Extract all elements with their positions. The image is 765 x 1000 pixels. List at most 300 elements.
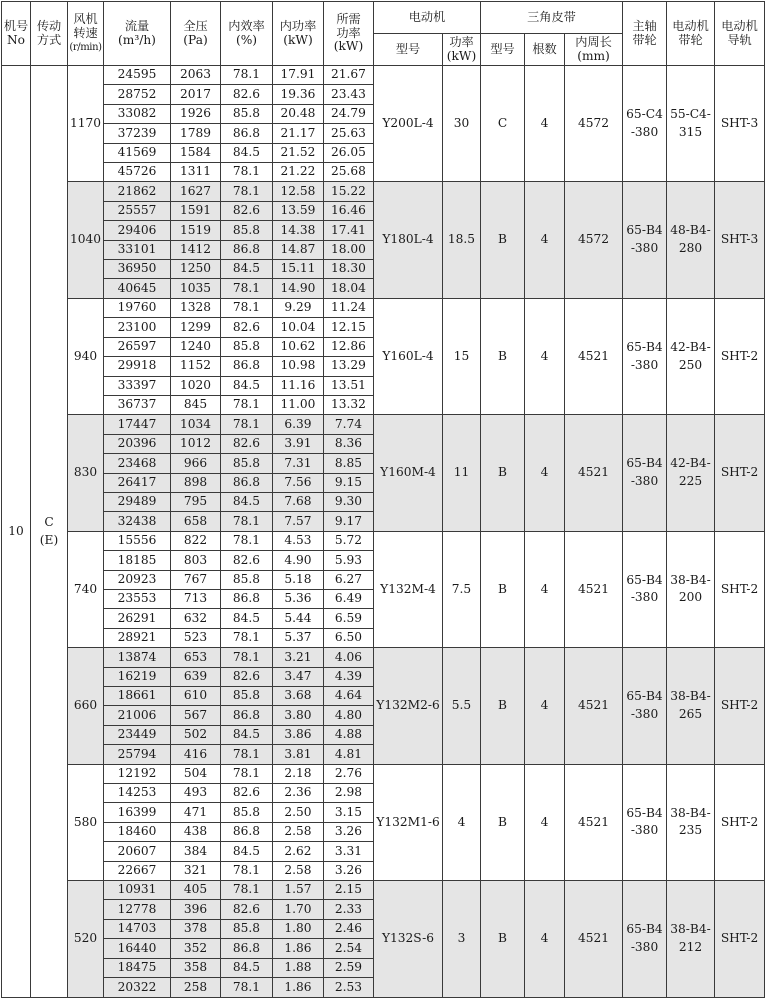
internal-power-cell: 20.48 [273, 104, 324, 123]
required-power-cell: 18.00 [324, 240, 374, 259]
flow-cell: 10931 [104, 881, 171, 900]
required-power-cell: 6.27 [324, 570, 374, 589]
efficiency-cell: 78.1 [221, 512, 273, 531]
required-power-cell: 13.29 [324, 357, 374, 376]
flow-cell: 32438 [104, 512, 171, 531]
motor-rail-cell: SHT-3 [715, 66, 765, 182]
pressure-cell: 898 [171, 473, 221, 492]
efficiency-cell: 78.1 [221, 279, 273, 298]
pressure-cell: 321 [171, 861, 221, 880]
spindle-pulley-cell: 65-B4 -380 [623, 182, 667, 298]
internal-power-cell: 1.70 [273, 900, 324, 919]
internal-power-cell: 17.91 [273, 66, 324, 85]
motor-pulley-cell: 42-B4- 250 [667, 298, 715, 414]
pressure-cell: 438 [171, 822, 221, 841]
efficiency-cell: 85.8 [221, 919, 273, 938]
motor-power-cell: 5.5 [443, 648, 481, 764]
belt-length-cell: 4521 [565, 764, 623, 880]
motor-model-cell: Y132S-6 [374, 881, 443, 998]
required-power-cell: 12.86 [324, 337, 374, 356]
header-motor-rail: 电动机 导轨 [715, 2, 765, 66]
efficiency-cell: 84.5 [221, 143, 273, 162]
motor-rail-cell: SHT-3 [715, 182, 765, 298]
flow-cell: 24595 [104, 66, 171, 85]
required-power-cell: 2.46 [324, 919, 374, 938]
efficiency-cell: 78.1 [221, 978, 273, 998]
required-power-cell: 13.51 [324, 376, 374, 395]
efficiency-cell: 84.5 [221, 958, 273, 977]
belt-model-cell: B [481, 182, 525, 298]
belt-model-cell: B [481, 764, 525, 880]
spindle-pulley-cell: 65-B4 -380 [623, 298, 667, 414]
belt-length-cell: 4521 [565, 298, 623, 414]
required-power-cell: 9.15 [324, 473, 374, 492]
efficiency-cell: 78.1 [221, 764, 273, 783]
required-power-cell: 3.26 [324, 861, 374, 880]
machine-no-cell: 10 [2, 66, 31, 998]
required-power-cell: 7.74 [324, 415, 374, 434]
flow-cell: 18475 [104, 958, 171, 977]
internal-power-cell: 2.62 [273, 842, 324, 861]
internal-power-cell: 6.39 [273, 415, 324, 434]
belt-length-cell: 4521 [565, 648, 623, 764]
flow-cell: 23553 [104, 589, 171, 608]
header-efficiency: 内效率 (%) [221, 2, 273, 66]
required-power-cell: 5.72 [324, 531, 374, 550]
efficiency-cell: 86.8 [221, 822, 273, 841]
efficiency-cell: 82.6 [221, 784, 273, 803]
pressure-cell: 610 [171, 687, 221, 706]
pressure-cell: 658 [171, 512, 221, 531]
motor-pulley-cell: 42-B4- 225 [667, 415, 715, 531]
header-machine-no: 机号 No [2, 2, 31, 66]
belt-length-cell: 4572 [565, 182, 623, 298]
fan-speed-cell: 830 [68, 415, 104, 531]
efficiency-cell: 78.1 [221, 298, 273, 317]
flow-cell: 21862 [104, 182, 171, 201]
efficiency-cell: 82.6 [221, 667, 273, 686]
motor-model-cell: Y160L-4 [374, 298, 443, 414]
internal-power-cell: 12.58 [273, 182, 324, 201]
required-power-cell: 2.15 [324, 881, 374, 900]
internal-power-cell: 3.68 [273, 687, 324, 706]
table-row [2, 531, 765, 550]
pressure-cell: 1299 [171, 318, 221, 337]
belt-count-cell: 4 [525, 298, 565, 414]
fan-speed-cell: 660 [68, 648, 104, 764]
efficiency-cell: 85.8 [221, 570, 273, 589]
belt-length-cell: 4521 [565, 531, 623, 647]
pressure-cell: 504 [171, 764, 221, 783]
pressure-cell: 1240 [171, 337, 221, 356]
flow-cell: 25557 [104, 201, 171, 220]
motor-model-cell: Y160M-4 [374, 415, 443, 531]
flow-cell: 23100 [104, 318, 171, 337]
internal-power-cell: 10.98 [273, 357, 324, 376]
flow-cell: 26417 [104, 473, 171, 492]
required-power-cell: 9.30 [324, 492, 374, 511]
internal-power-cell: 1.86 [273, 978, 324, 998]
efficiency-cell: 86.8 [221, 939, 273, 958]
pressure-cell: 1328 [171, 298, 221, 317]
pressure-cell: 1311 [171, 163, 221, 182]
flow-cell: 25794 [104, 745, 171, 764]
pressure-cell: 822 [171, 531, 221, 550]
efficiency-cell: 82.6 [221, 318, 273, 337]
efficiency-cell: 86.8 [221, 357, 273, 376]
flow-cell: 29489 [104, 492, 171, 511]
motor-model-cell: Y132M2-6 [374, 648, 443, 764]
flow-cell: 14703 [104, 919, 171, 938]
belt-model-cell: C [481, 66, 525, 182]
internal-power-cell: 2.50 [273, 803, 324, 822]
efficiency-cell: 78.1 [221, 182, 273, 201]
motor-pulley-cell: 38-B4- 200 [667, 531, 715, 647]
motor-rail-cell: SHT-2 [715, 531, 765, 647]
pressure-cell: 845 [171, 395, 221, 414]
required-power-cell: 2.76 [324, 764, 374, 783]
internal-power-cell: 14.38 [273, 221, 324, 240]
efficiency-cell: 82.6 [221, 85, 273, 104]
internal-power-cell: 3.21 [273, 648, 324, 667]
pressure-cell: 378 [171, 919, 221, 938]
internal-power-cell: 11.00 [273, 395, 324, 414]
pressure-cell: 493 [171, 784, 221, 803]
motor-model-cell: Y200L-4 [374, 66, 443, 182]
efficiency-cell: 82.6 [221, 434, 273, 453]
pressure-cell: 358 [171, 958, 221, 977]
internal-power-cell: 3.86 [273, 725, 324, 744]
internal-power-cell: 1.86 [273, 939, 324, 958]
required-power-cell: 4.81 [324, 745, 374, 764]
efficiency-cell: 78.1 [221, 415, 273, 434]
table-row [2, 66, 765, 85]
flow-cell: 23449 [104, 725, 171, 744]
required-power-cell: 5.93 [324, 551, 374, 570]
internal-power-cell: 7.57 [273, 512, 324, 531]
pressure-cell: 803 [171, 551, 221, 570]
table-row [2, 182, 765, 201]
pressure-cell: 1627 [171, 182, 221, 201]
spindle-pulley-cell: 65-B4 -380 [623, 764, 667, 880]
motor-model-cell: Y180L-4 [374, 182, 443, 298]
header-required-power: 所需 功率 (kW) [324, 2, 374, 66]
belt-length-cell: 4521 [565, 881, 623, 998]
motor-power-cell: 30 [443, 66, 481, 182]
required-power-cell: 25.63 [324, 124, 374, 143]
fan-speed-cell: 740 [68, 531, 104, 647]
flow-cell: 20322 [104, 978, 171, 998]
internal-power-cell: 14.87 [273, 240, 324, 259]
required-power-cell: 18.30 [324, 260, 374, 279]
pressure-cell: 384 [171, 842, 221, 861]
efficiency-cell: 84.5 [221, 376, 273, 395]
pressure-cell: 1584 [171, 143, 221, 162]
internal-power-cell: 7.68 [273, 492, 324, 511]
drive-type-cell: C (E) [31, 66, 68, 998]
flow-cell: 15556 [104, 531, 171, 550]
pressure-cell: 966 [171, 454, 221, 473]
required-power-cell: 6.49 [324, 589, 374, 608]
motor-power-cell: 4 [443, 764, 481, 880]
pressure-cell: 1012 [171, 434, 221, 453]
spindle-pulley-cell: 65-C4 -380 [623, 66, 667, 182]
motor-model-cell: Y132M-4 [374, 531, 443, 647]
required-power-cell: 4.88 [324, 725, 374, 744]
pressure-cell: 1926 [171, 104, 221, 123]
motor-pulley-cell: 38-B4- 235 [667, 764, 715, 880]
efficiency-cell: 86.8 [221, 124, 273, 143]
motor-pulley-cell: 38-B4- 265 [667, 648, 715, 764]
pressure-cell: 713 [171, 589, 221, 608]
internal-power-cell: 4.53 [273, 531, 324, 550]
fan-performance-table [1, 1, 765, 998]
belt-length-cell: 4521 [565, 415, 623, 531]
efficiency-cell: 86.8 [221, 589, 273, 608]
pressure-cell: 502 [171, 725, 221, 744]
internal-power-cell: 5.36 [273, 589, 324, 608]
efficiency-cell: 85.8 [221, 803, 273, 822]
belt-count-cell: 4 [525, 881, 565, 998]
required-power-cell: 3.31 [324, 842, 374, 861]
flow-cell: 17447 [104, 415, 171, 434]
efficiency-cell: 84.5 [221, 492, 273, 511]
internal-power-cell: 2.36 [273, 784, 324, 803]
internal-power-cell: 7.31 [273, 454, 324, 473]
internal-power-cell: 2.58 [273, 861, 324, 880]
internal-power-cell: 10.04 [273, 318, 324, 337]
efficiency-cell: 86.8 [221, 706, 273, 725]
spindle-pulley-cell: 65-B4 -380 [623, 648, 667, 764]
table-header [2, 2, 765, 66]
flow-cell: 28921 [104, 628, 171, 647]
motor-power-cell: 3 [443, 881, 481, 998]
efficiency-cell: 86.8 [221, 473, 273, 492]
flow-cell: 40645 [104, 279, 171, 298]
flow-cell: 20396 [104, 434, 171, 453]
flow-cell: 21006 [104, 706, 171, 725]
table-row [2, 881, 765, 900]
flow-cell: 16399 [104, 803, 171, 822]
spindle-pulley-cell: 65-B4 -380 [623, 415, 667, 531]
flow-cell: 16219 [104, 667, 171, 686]
pressure-cell: 567 [171, 706, 221, 725]
internal-power-cell: 1.80 [273, 919, 324, 938]
required-power-cell: 2.59 [324, 958, 374, 977]
flow-cell: 41569 [104, 143, 171, 162]
belt-count-cell: 4 [525, 648, 565, 764]
flow-cell: 19760 [104, 298, 171, 317]
flow-cell: 33397 [104, 376, 171, 395]
required-power-cell: 2.53 [324, 978, 374, 998]
required-power-cell: 26.05 [324, 143, 374, 162]
motor-power-cell: 18.5 [443, 182, 481, 298]
efficiency-cell: 85.8 [221, 221, 273, 240]
efficiency-cell: 85.8 [221, 454, 273, 473]
flow-cell: 29918 [104, 357, 171, 376]
efficiency-cell: 84.5 [221, 725, 273, 744]
motor-model-cell: Y132M1-6 [374, 764, 443, 880]
efficiency-cell: 85.8 [221, 337, 273, 356]
flow-cell: 33082 [104, 104, 171, 123]
efficiency-cell: 82.6 [221, 900, 273, 919]
internal-power-cell: 21.52 [273, 143, 324, 162]
pressure-cell: 352 [171, 939, 221, 958]
required-power-cell: 4.06 [324, 648, 374, 667]
pressure-cell: 1020 [171, 376, 221, 395]
pressure-cell: 2063 [171, 66, 221, 85]
table-body [2, 66, 765, 998]
efficiency-cell: 78.1 [221, 531, 273, 550]
pressure-cell: 653 [171, 648, 221, 667]
internal-power-cell: 5.44 [273, 609, 324, 628]
belt-model-cell: B [481, 531, 525, 647]
internal-power-cell: 21.22 [273, 163, 324, 182]
internal-power-cell: 3.47 [273, 667, 324, 686]
motor-power-cell: 15 [443, 298, 481, 414]
internal-power-cell: 11.16 [273, 376, 324, 395]
required-power-cell: 21.67 [324, 66, 374, 85]
required-power-cell: 9.17 [324, 512, 374, 531]
pressure-cell: 258 [171, 978, 221, 998]
pressure-cell: 1152 [171, 357, 221, 376]
flow-cell: 26291 [104, 609, 171, 628]
flow-cell: 20923 [104, 570, 171, 589]
internal-power-cell: 14.90 [273, 279, 324, 298]
required-power-cell: 2.54 [324, 939, 374, 958]
efficiency-cell: 78.1 [221, 861, 273, 880]
belt-length-cell: 4572 [565, 66, 623, 182]
required-power-cell: 6.50 [324, 628, 374, 647]
motor-rail-cell: SHT-2 [715, 415, 765, 531]
required-power-cell: 6.59 [324, 609, 374, 628]
flow-cell: 45726 [104, 163, 171, 182]
efficiency-cell: 78.1 [221, 163, 273, 182]
required-power-cell: 13.32 [324, 395, 374, 414]
required-power-cell: 25.68 [324, 163, 374, 182]
internal-power-cell: 5.37 [273, 628, 324, 647]
efficiency-cell: 84.5 [221, 842, 273, 861]
pressure-cell: 795 [171, 492, 221, 511]
pressure-cell: 2017 [171, 85, 221, 104]
header-flow: 流量 (m³/h) [104, 2, 171, 66]
header-motor-power: 功率 (kW) [443, 34, 481, 66]
pressure-cell: 1412 [171, 240, 221, 259]
header-motor-pulley: 电动机 带轮 [667, 2, 715, 66]
motor-rail-cell: SHT-2 [715, 298, 765, 414]
flow-cell: 18460 [104, 822, 171, 841]
required-power-cell: 15.22 [324, 182, 374, 201]
pressure-cell: 1250 [171, 260, 221, 279]
motor-rail-cell: SHT-2 [715, 881, 765, 998]
motor-pulley-cell: 55-C4- 315 [667, 66, 715, 182]
flow-cell: 36950 [104, 260, 171, 279]
efficiency-cell: 78.1 [221, 66, 273, 85]
internal-power-cell: 3.81 [273, 745, 324, 764]
pressure-cell: 632 [171, 609, 221, 628]
header-pressure: 全压 (Pa) [171, 2, 221, 66]
pressure-cell: 1035 [171, 279, 221, 298]
required-power-cell: 18.04 [324, 279, 374, 298]
flow-cell: 12778 [104, 900, 171, 919]
efficiency-cell: 82.6 [221, 201, 273, 220]
required-power-cell: 8.36 [324, 434, 374, 453]
belt-model-cell: B [481, 415, 525, 531]
belt-count-cell: 4 [525, 531, 565, 647]
required-power-cell: 4.80 [324, 706, 374, 725]
table-row [2, 764, 765, 783]
efficiency-cell: 84.5 [221, 609, 273, 628]
internal-power-cell: 21.17 [273, 124, 324, 143]
table-row [2, 648, 765, 667]
internal-power-cell: 19.36 [273, 85, 324, 104]
header-motor-model: 型号 [374, 34, 443, 66]
internal-power-cell: 1.88 [273, 958, 324, 977]
efficiency-cell: 84.5 [221, 260, 273, 279]
efficiency-cell: 82.6 [221, 551, 273, 570]
required-power-cell: 4.39 [324, 667, 374, 686]
motor-power-cell: 11 [443, 415, 481, 531]
required-power-cell: 17.41 [324, 221, 374, 240]
internal-power-cell: 5.18 [273, 570, 324, 589]
required-power-cell: 2.33 [324, 900, 374, 919]
fan-speed-cell: 520 [68, 881, 104, 998]
required-power-cell: 2.98 [324, 784, 374, 803]
efficiency-cell: 78.1 [221, 648, 273, 667]
header-belt-model: 型号 [481, 34, 525, 66]
internal-power-cell: 7.56 [273, 473, 324, 492]
required-power-cell: 12.15 [324, 318, 374, 337]
required-power-cell: 3.26 [324, 822, 374, 841]
flow-cell: 18185 [104, 551, 171, 570]
header-fan-speed: 风机 转速 (r/min) [68, 2, 104, 66]
belt-count-cell: 4 [525, 66, 565, 182]
efficiency-cell: 78.1 [221, 628, 273, 647]
internal-power-cell: 9.29 [273, 298, 324, 317]
pressure-cell: 639 [171, 667, 221, 686]
header-v-belt: 三角皮带 [481, 2, 623, 34]
fan-speed-cell: 1040 [68, 182, 104, 298]
internal-power-cell: 3.80 [273, 706, 324, 725]
table-row [2, 298, 765, 317]
belt-model-cell: B [481, 298, 525, 414]
required-power-cell: 11.24 [324, 298, 374, 317]
pressure-cell: 405 [171, 881, 221, 900]
spindle-pulley-cell: 65-B4 -380 [623, 531, 667, 647]
belt-model-cell: B [481, 881, 525, 998]
spindle-pulley-cell: 65-B4 -380 [623, 881, 667, 998]
pressure-cell: 1591 [171, 201, 221, 220]
pressure-cell: 1034 [171, 415, 221, 434]
efficiency-cell: 85.8 [221, 104, 273, 123]
pressure-cell: 396 [171, 900, 221, 919]
internal-power-cell: 13.59 [273, 201, 324, 220]
internal-power-cell: 2.18 [273, 764, 324, 783]
efficiency-cell: 78.1 [221, 881, 273, 900]
required-power-cell: 16.46 [324, 201, 374, 220]
pressure-cell: 471 [171, 803, 221, 822]
required-power-cell: 3.15 [324, 803, 374, 822]
required-power-cell: 8.85 [324, 454, 374, 473]
belt-model-cell: B [481, 648, 525, 764]
required-power-cell: 23.43 [324, 85, 374, 104]
internal-power-cell: 4.90 [273, 551, 324, 570]
flow-cell: 16440 [104, 939, 171, 958]
motor-pulley-cell: 48-B4- 280 [667, 182, 715, 298]
header-drive-type: 传动 方式 [31, 2, 68, 66]
header-internal-power: 内功率 (kW) [273, 2, 324, 66]
flow-cell: 28752 [104, 85, 171, 104]
